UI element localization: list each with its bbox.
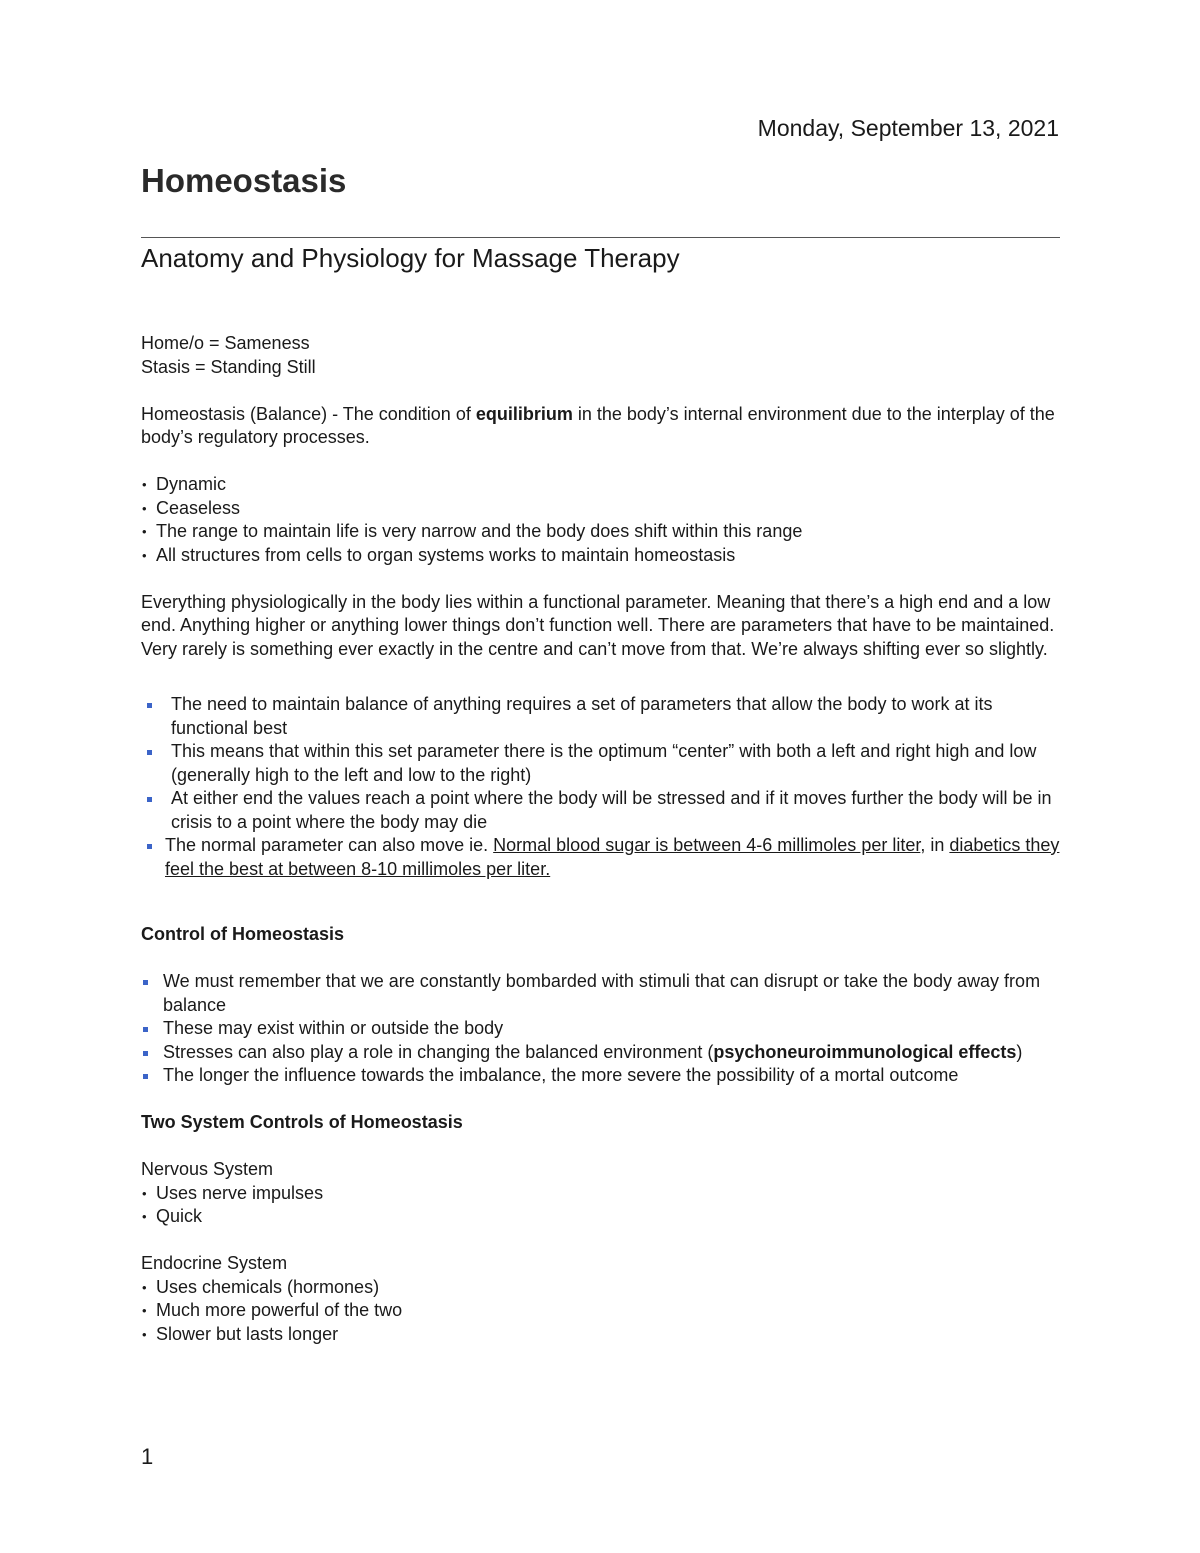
date-stamp: Monday, September 13, 2021	[757, 115, 1059, 141]
list-item: These may exist within or outside the body	[141, 1017, 1060, 1041]
list-item: • Uses chemicals (hormones)	[141, 1276, 1060, 1300]
page-subtitle: Anatomy and Physiology for Massage Therapy	[141, 243, 680, 273]
nervous-system-title: Nervous System	[141, 1159, 274, 1179]
list-item: The need to maintain balance of anything requires a set of parameters that allow the body to work at its functional best	[141, 693, 1060, 740]
definition-home: Home/o = Sameness	[141, 333, 310, 353]
endocrine-system-list	[141, 1276, 1060, 1347]
list-item: • Much more powerful of the two	[141, 1299, 1060, 1323]
list-item: • Quick	[141, 1205, 1060, 1229]
homeostasis-definition	[141, 403, 1060, 450]
equilibrium-term: equilibrium	[475, 403, 573, 424]
control-heading: Control of Homeostasis	[141, 924, 345, 944]
title-divider	[141, 237, 1060, 238]
list-item	[141, 1041, 1060, 1065]
definition-stasis: Stasis = Standing Still	[141, 356, 316, 377]
blood-sugar-pre: The normal parameter can also move ie.	[165, 835, 494, 855]
list-item: • The range to maintain life is very narrow and the body does shift within this range	[141, 520, 1060, 544]
page-number: 1	[141, 1444, 154, 1469]
list-item: This means that within this set parameter there is the optimum “center” with both a left and right high and low (generally high to the left and low to the right)	[141, 740, 1060, 787]
list-item: The longer the influence towards the imbalance, the more severe the possibility of a mortal outcome	[141, 1064, 1060, 1088]
list-item: • Dynamic	[141, 473, 1060, 497]
parameter-paragraph: Everything physiologically in the body lies within a functional parameter. Meaning that there’s a high end and a low end. Anything higher or anything lower things don’t function well. There are parameters that have to be maintained. Very rarely is something ever exactly in the centre and can’t move from that. We’re always shifting ever so slightly.	[141, 591, 1055, 659]
balance-points-list	[141, 693, 1060, 881]
normal-blood-sugar-note: Normal blood sugar is between 4-6 millimoles per liter	[493, 835, 921, 855]
list-item: At either end the values reach a point where the body will be stressed and if it moves further the body will be in crisis to a point where the body may die	[141, 787, 1060, 834]
diabetic-blood-sugar-note: diabetics they feel the best at between 8-10 millimoles per liter.	[165, 835, 1060, 879]
list-item: • Ceaseless	[141, 497, 1060, 521]
page-title: Homeostasis	[141, 162, 347, 199]
definition-text-post: in the body’s internal environment due to the interplay of the body’s regulatory processes.	[141, 403, 1055, 447]
two-systems-heading: Two System Controls of Homeostasis	[141, 1112, 463, 1132]
list-item: • All structures from cells to organ systems works to maintain homeostasis	[141, 544, 1060, 568]
list-item: • Slower but lasts longer	[141, 1323, 1060, 1347]
nervous-system-list	[141, 1182, 1060, 1229]
homeostasis-traits-list	[141, 473, 1060, 567]
definition-text-pre: Homeostasis (Balance) - The condition of	[141, 403, 476, 424]
psychoneuroimmunological-term: psychoneuroimmunological effects	[713, 1041, 1017, 1062]
stresses-text-pre: Stresses can also play a role in changing the balanced environment (	[163, 1041, 714, 1062]
list-item: We must remember that we are constantly bombarded with stimuli that can disrupt or take the body away from balance	[141, 970, 1060, 1017]
list-item	[141, 834, 1060, 881]
blood-sugar-mid: , in	[920, 835, 950, 855]
endocrine-system-title: Endocrine System	[141, 1253, 288, 1273]
control-list	[141, 970, 1060, 1088]
document-body	[141, 332, 1060, 1346]
stresses-text-post: )	[1016, 1041, 1023, 1062]
list-item: • Uses nerve impulses	[141, 1182, 1060, 1206]
